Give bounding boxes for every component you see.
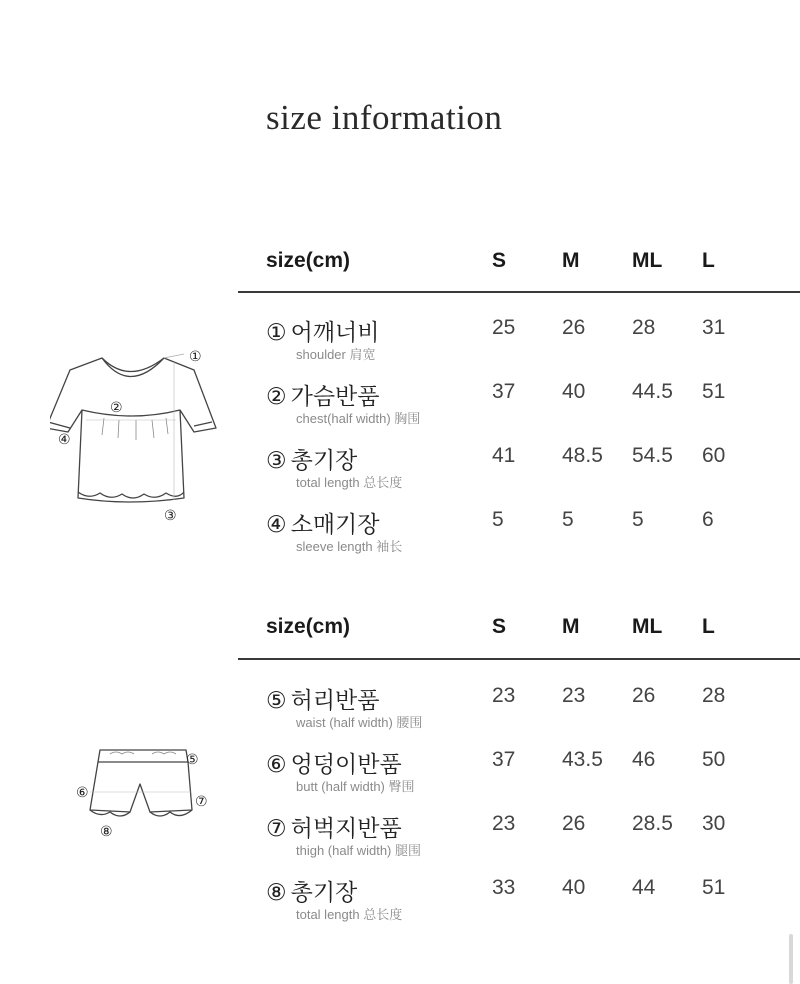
value-ml: 46 [632,748,656,771]
value-l: 50 [702,748,726,771]
value-s: 41 [492,444,516,467]
header-divider [238,291,800,293]
marker-1-label: ① [189,349,202,365]
marker-2: ② [266,383,287,409]
row-sublabel: total length 总长度 [296,475,403,490]
marker-1: ① [266,319,287,345]
value-s: 23 [492,812,516,835]
marker-5-label: ⑤ [186,752,199,768]
row-label: 소매기장 [290,511,380,537]
scrollbar[interactable] [789,934,793,984]
header-label: size(cm) [266,249,351,272]
row-label: 가슴반품 [290,383,380,409]
value-l: 6 [702,508,714,531]
row-label: 총기장 [290,447,358,473]
row-sublabel: thigh (half width) 腿围 [296,843,421,858]
value-s: 23 [492,684,516,707]
value-m: 26 [562,812,586,835]
row-label: 총기장 [290,879,358,905]
row-label: 허벅지반품 [290,815,402,841]
blouse-illustration [50,340,220,530]
value-ml: 44.5 [632,380,673,403]
row-sublabel: total length 总长度 [296,907,403,922]
table-row [0,874,800,934]
column-ml: ML [632,615,663,638]
marker-6-label: ⑥ [76,785,89,801]
value-ml: 26 [632,684,656,707]
marker-8: ⑧ [266,879,287,905]
marker-3-label: ③ [164,508,177,524]
value-s: 25 [492,316,516,339]
value-ml: 54.5 [632,444,673,467]
row-sublabel: butt (half width) 臀围 [296,779,415,794]
marker-4: ④ [266,511,287,537]
column-s: S [492,249,507,272]
value-ml: 28.5 [632,812,673,835]
value-ml: 44 [632,876,656,899]
value-l: 30 [702,812,726,835]
row-label: 허리반품 [290,687,380,713]
table-row [0,682,800,742]
value-m: 26 [562,316,586,339]
value-l: 51 [702,380,726,403]
row-label: 엉덩이반품 [290,751,402,777]
marker-4-label: ④ [58,432,71,448]
row-sublabel: sleeve length 袖长 [296,539,403,554]
header-label: size(cm) [266,615,351,638]
value-m: 43.5 [562,748,603,771]
column-m: M [562,249,580,272]
value-l: 51 [702,876,726,899]
value-m: 40 [562,380,586,403]
shorts-illustration [70,740,220,840]
value-m: 23 [562,684,586,707]
value-m: 5 [562,508,574,531]
value-l: 28 [702,684,726,707]
marker-7: ⑦ [266,815,287,841]
value-s: 37 [492,748,516,771]
value-m: 40 [562,876,586,899]
row-label: 어깨너비 [290,319,380,345]
value-ml: 28 [632,316,656,339]
header-divider [238,658,800,660]
marker-6: ⑥ [266,751,287,777]
column-m: M [562,615,580,638]
row-sublabel: chest(half width) 胸围 [296,411,421,426]
table-header [0,249,800,289]
marker-7-label: ⑦ [195,794,208,810]
marker-5: ⑤ [266,687,287,713]
value-l: 31 [702,316,726,339]
page-title: size information [266,98,503,137]
value-l: 60 [702,444,726,467]
column-s: S [492,615,507,638]
row-sublabel: shoulder 肩宽 [296,347,376,362]
row-sublabel: waist (half width) 腰围 [296,715,423,730]
value-s: 33 [492,876,516,899]
table-header [0,615,800,655]
value-s: 5 [492,508,504,531]
column-l: L [702,615,715,638]
value-m: 48.5 [562,444,603,467]
marker-2-label: ② [110,400,123,416]
value-s: 37 [492,380,516,403]
value-ml: 5 [632,508,644,531]
marker-3: ③ [266,447,287,473]
column-ml: ML [632,249,663,272]
column-l: L [702,249,715,272]
marker-8-label: ⑧ [100,824,113,840]
